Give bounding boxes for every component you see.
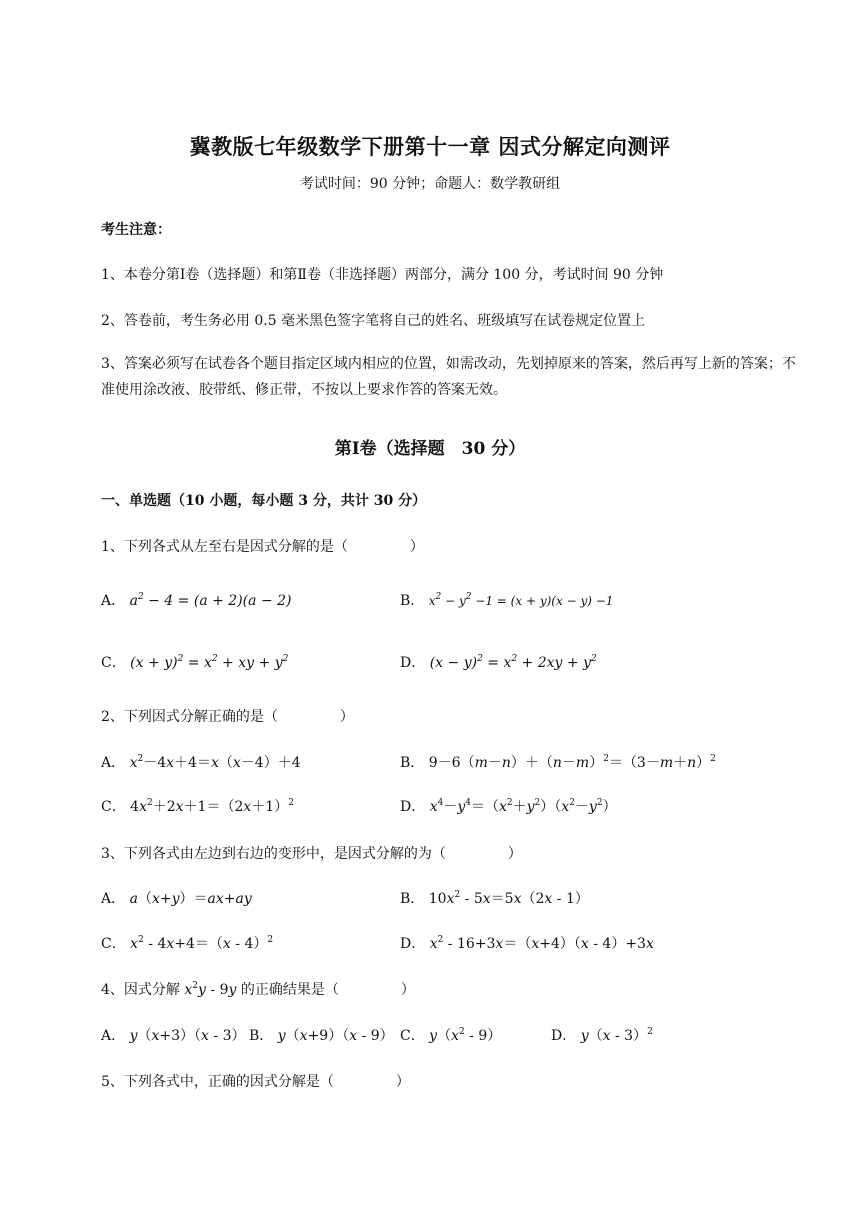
section-title: 第Ⅰ卷（选择题 30 分） xyxy=(334,439,526,459)
question-3-stem: 3、下列各式由左边到右边的变形中，是因式分解的为（ ） xyxy=(101,846,522,862)
question-4-option-a: A． y（x+3）（x - 3） xyxy=(101,1028,246,1044)
question-2-option-b: B． $9-6(m-n)+(n-m)^2=(3-m+n)^2$ xyxy=(400,754,716,771)
question-4-option-c: C． $y(x^2 - 9)$ xyxy=(400,1027,502,1044)
question-4-option-b: B． y（x+9）（x - 9） xyxy=(249,1028,394,1044)
question-3-option-b: B． $10x^2 - 5x=5x(2x - 1)$ xyxy=(400,890,589,907)
question-1-option-a: A． $a^2 - 4 = (a + 2)(a - 2)$ xyxy=(101,592,292,609)
question-2-option-c: C． $4x^2+2x+1=(2x+1)^2$ xyxy=(101,798,294,815)
question-3-option-a: A． a（x+y）＝ax+ay xyxy=(101,891,252,907)
question-1-option-c: C． $(x + y)^2 = x^2$ + xy + $y^2$ xyxy=(101,654,289,671)
notice-item-3: 3、答案必须写在试卷各个题目指定区域内相应的位置，如需改动，先划掉原来的答案，然后再写上新的答案；不准使用涂改液、胶带纸、修正带，不按以上要求作答的答案无效。 xyxy=(101,356,796,398)
question-4-option-d: D． y（x - 3）$^2$ xyxy=(551,1027,653,1044)
part-heading: 一、单选题（10 小题，每小题 3 分，共计 30 分） xyxy=(101,493,427,509)
question-2-option-a: A． $x^2-4x+4=x(x-4)+4$ xyxy=(101,754,301,771)
question-4-stem: 4、因式分解 $x^2y - 9y$ 的正确结果是（ ） xyxy=(101,981,415,998)
question-5-stem: 5、下列各式中，正确的因式分解是（ ） xyxy=(101,1074,410,1090)
notice-heading: 考生注意： xyxy=(101,222,171,238)
question-3-option-c: C． $x^2 - 4x+4=(x - 4)^2$ xyxy=(101,935,274,952)
notice-item-1: 1、本卷分第Ⅰ卷（选择题）和第Ⅱ卷（非选择题）两部分，满分 100 分，考试时间 90 分钟 xyxy=(101,267,664,283)
question-1-option-d: D． $(x - y)^2 = x^2 + 2xy + y^2$ xyxy=(400,654,597,671)
page-subtitle: 考试时间：90 分钟；命题人：数学教研组 xyxy=(299,176,561,192)
question-1-stem: 1、下列各式从左至右是因式分解的是（ ） xyxy=(101,539,424,555)
question-1-option-b: B． $x^2 - y^2 -1 = (x + y)(x - y) -1$ xyxy=(400,592,614,609)
notice-item-2: 2、答卷前，考生务必用 0.5 毫米黑色签字笔将自己的姓名、班级填写在试卷规定位置上 xyxy=(101,313,646,329)
question-2-option-d: D． $x^4-y^4=(x^2+y^2)(x^2-y^2)$ xyxy=(400,798,617,815)
question-3-option-d: D． $x^2 - 16+3x=(x+4)(x - 4)+3x$ xyxy=(400,935,654,952)
page-title: 冀教版七年级数学下册第十一章 因式分解定向测评 xyxy=(189,134,671,159)
question-2-stem: 2、下列因式分解正确的是（ ） xyxy=(101,709,354,725)
